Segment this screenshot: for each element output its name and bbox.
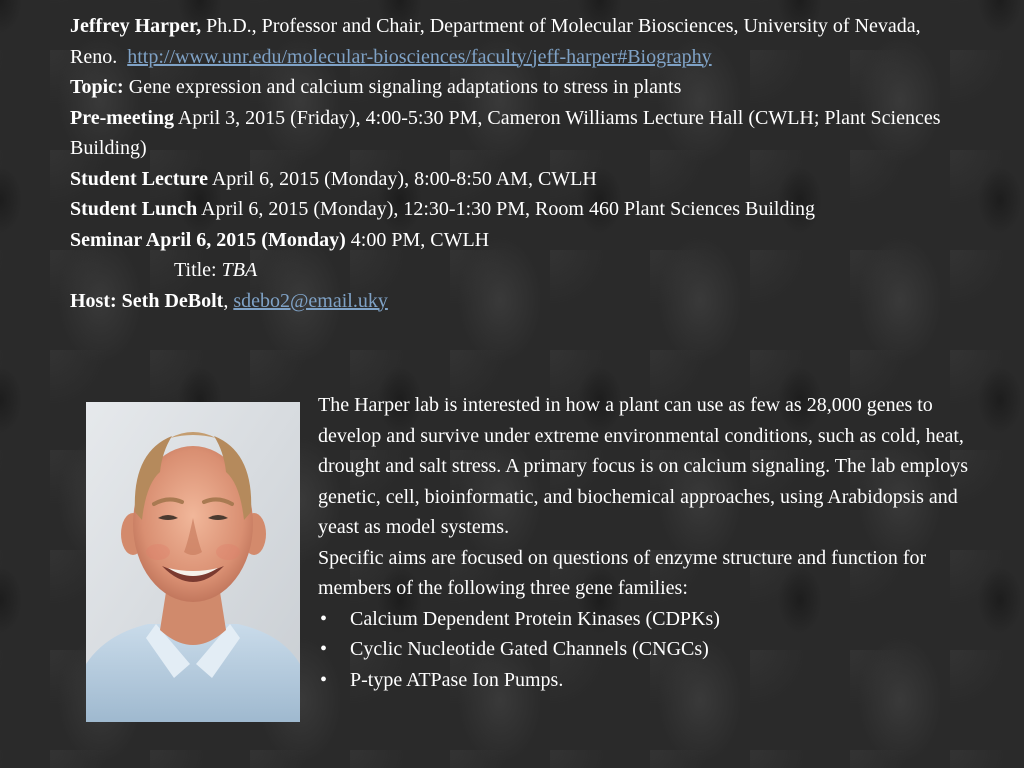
pre-meeting-value: April 3, 2015 (Friday), 4:00-5:30 PM, Cameron Williams Lecture Hall (CWLH; Plant Sciences Building): [70, 106, 941, 159]
host-line: [70, 286, 960, 317]
pre-meeting-label: Pre-meeting: [70, 106, 175, 129]
seminar-title-value: TBA: [221, 259, 258, 281]
specific-aims-paragraph: Specific aims are focused on questions of enzyme structure and function for members of the following three gene families:: [318, 546, 927, 599]
host-label: Host: Seth DeBolt: [70, 289, 224, 312]
gene-families-list: [318, 604, 998, 696]
student-lunch-value: April 6, 2015 (Monday), 12:30-1:30 PM, Room 460 Plant Sciences Building: [197, 198, 816, 220]
speaker-line: [70, 11, 960, 72]
seminar-line: [70, 225, 960, 256]
list-item: • P-type ATPase Ion Pumps.: [318, 665, 998, 696]
portrait-illustration: [86, 402, 300, 722]
topic-label: Topic:: [70, 76, 124, 98]
event-header: [70, 11, 960, 316]
faculty-profile-link[interactable]: http://www.unr.edu/molecular-biosciences/faculty/jeff-harper#Biography: [127, 45, 712, 68]
speaker-portrait: [86, 402, 300, 722]
topic-line: [70, 72, 960, 103]
topic-value: Gene expression and calcium signaling adaptations to stress in plants: [123, 76, 682, 98]
seminar-label: Seminar April 6, 2015 (Monday): [70, 228, 346, 251]
speaker-credentials: Ph.D., Professor and Chair, Department of Molecular Biosciences, University of Nevada, Reno.: [70, 15, 921, 68]
student-lunch-line: [70, 194, 960, 225]
student-lecture-label: Student Lecture: [70, 167, 208, 190]
speaker-name: Jeffrey Harper,: [70, 15, 202, 37]
seminar-value: 4:00 PM, CWLH: [345, 228, 490, 251]
lab-summary-paragraph: The Harper lab is interested in how a plant can use as few as 28,000 genes to develop and survive under extreme environmental conditions, such as cold, heat, drought and salt stress. A primary focus is on calcium signaling. The lab employs genetic, cell, bioinformatic, and biochemical approaches, using Arabidopsis and yeast as model systems.: [318, 394, 969, 538]
student-lecture-value: April 6, 2015 (Monday), 8:00-8:50 AM, CWLH: [207, 167, 597, 190]
seminar-title-label: Title:: [174, 259, 222, 281]
host-email-link[interactable]: sdebo2@email.uky: [233, 289, 388, 312]
student-lecture-line: [70, 164, 960, 195]
lab-description: [318, 390, 998, 695]
pre-meeting-line: [70, 103, 960, 164]
seminar-title-line: [70, 255, 960, 286]
host-separator: ,: [223, 289, 234, 312]
list-item: • Calcium Dependent Protein Kinases (CDPKs): [318, 604, 998, 635]
student-lunch-label: Student Lunch: [70, 198, 198, 220]
list-item: • Cyclic Nucleotide Gated Channels (CNGCs): [318, 634, 998, 665]
